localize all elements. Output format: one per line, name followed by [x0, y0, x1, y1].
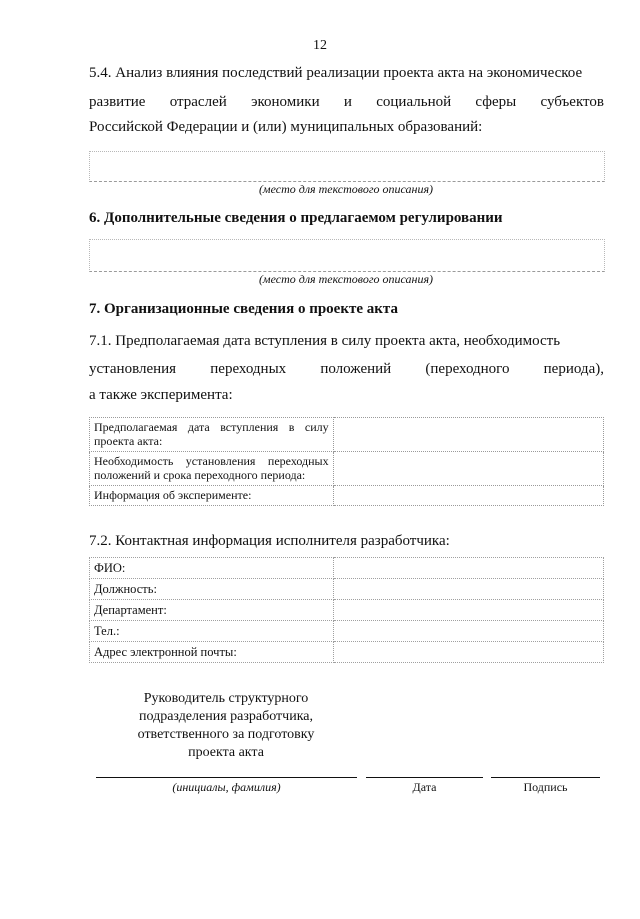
- signature-title-line: ответственного за подготовку: [137, 727, 315, 742]
- signature-caption: Подпись: [523, 780, 568, 794]
- text-description-box-6[interactable]: [89, 239, 605, 272]
- section-5-4-line2: [89, 93, 604, 111]
- table-value-entry-date[interactable]: [333, 418, 603, 452]
- initials-caption: (инициалы, фамилия): [172, 780, 281, 794]
- table-row: [90, 558, 604, 579]
- section-5-4-line1: 5.4. Анализ влияния последствий реализации проекта акта на экономическое: [89, 65, 583, 81]
- contact-label-name: ФИО:: [90, 558, 334, 579]
- section-7-heading: 7. Организационные сведения о проекте акта: [89, 301, 398, 317]
- signature-line[interactable]: [491, 777, 600, 778]
- table-value-transition[interactable]: [333, 452, 603, 486]
- table-row: [90, 642, 604, 663]
- date-line[interactable]: [366, 777, 483, 778]
- contact-info-table: [89, 557, 604, 663]
- table-row: [90, 621, 604, 642]
- section-7-1-line1: 7.1. Предполагаемая дата вступления в силу проекта акта, необходимость: [89, 333, 561, 349]
- table-row: [90, 418, 604, 452]
- signature-title-line: подразделения разработчика,: [138, 709, 313, 724]
- table-row: [90, 486, 604, 506]
- text-description-box-5-4[interactable]: [89, 151, 605, 182]
- word: экономики: [251, 94, 320, 110]
- word: социальной: [376, 94, 452, 110]
- table-label-experiment: Информация об эксперименте:: [90, 486, 334, 506]
- table-row: [90, 600, 604, 621]
- word: развитие: [89, 94, 146, 110]
- table-row: [90, 579, 604, 600]
- text-description-caption-5-4: (место для текстового описания): [258, 182, 434, 196]
- contact-label-phone: Тел.:: [90, 621, 334, 642]
- initials-line[interactable]: [96, 777, 357, 778]
- section-5-4-line3: Российской Федерации и (или) муниципальных образований:: [89, 119, 483, 135]
- table-label-transition: Необходимость установления переходных положений и срока переходного периода:: [90, 452, 334, 486]
- date-caption: Дата: [412, 780, 437, 794]
- contact-label-email: Адрес электронной почты:: [90, 642, 334, 663]
- text-description-caption-6: (место для текстового описания): [258, 272, 434, 286]
- word: отраслей: [169, 94, 227, 110]
- contact-label-department: Департамент:: [90, 600, 334, 621]
- contact-value-position[interactable]: [333, 579, 603, 600]
- word: и: [343, 94, 352, 110]
- table-label-entry-date: Предполагаемая дата вступления в силу проекта акта:: [90, 418, 334, 452]
- table-value-experiment[interactable]: [333, 486, 603, 506]
- page-number: 12: [313, 38, 327, 53]
- organizational-info-table: [89, 417, 604, 506]
- contact-value-name[interactable]: [333, 558, 603, 579]
- word: (переходного: [425, 361, 510, 377]
- contact-value-email[interactable]: [333, 642, 603, 663]
- signature-title: [96, 690, 356, 762]
- section-7-1-line2: [89, 360, 604, 378]
- contact-label-position: Должность:: [90, 579, 334, 600]
- word: периода),: [543, 361, 604, 377]
- signature-title-line: проекта акта: [188, 745, 264, 760]
- word: переходных: [210, 361, 287, 377]
- contact-value-phone[interactable]: [333, 621, 603, 642]
- section-7-1-line3: а также эксперимента:: [89, 387, 233, 403]
- word: субъектов: [540, 94, 604, 110]
- section-7-2-line: 7.2. Контактная информация исполнителя разработчика:: [89, 533, 450, 549]
- table-row: [90, 452, 604, 486]
- word: сферы: [475, 94, 517, 110]
- contact-value-department[interactable]: [333, 600, 603, 621]
- section-6-heading: 6. Дополнительные сведения о предлагаемом регулировании: [89, 210, 503, 226]
- word: положений: [320, 361, 392, 377]
- signature-title-line: Руководитель структурного: [143, 691, 309, 706]
- word: установления: [89, 361, 177, 377]
